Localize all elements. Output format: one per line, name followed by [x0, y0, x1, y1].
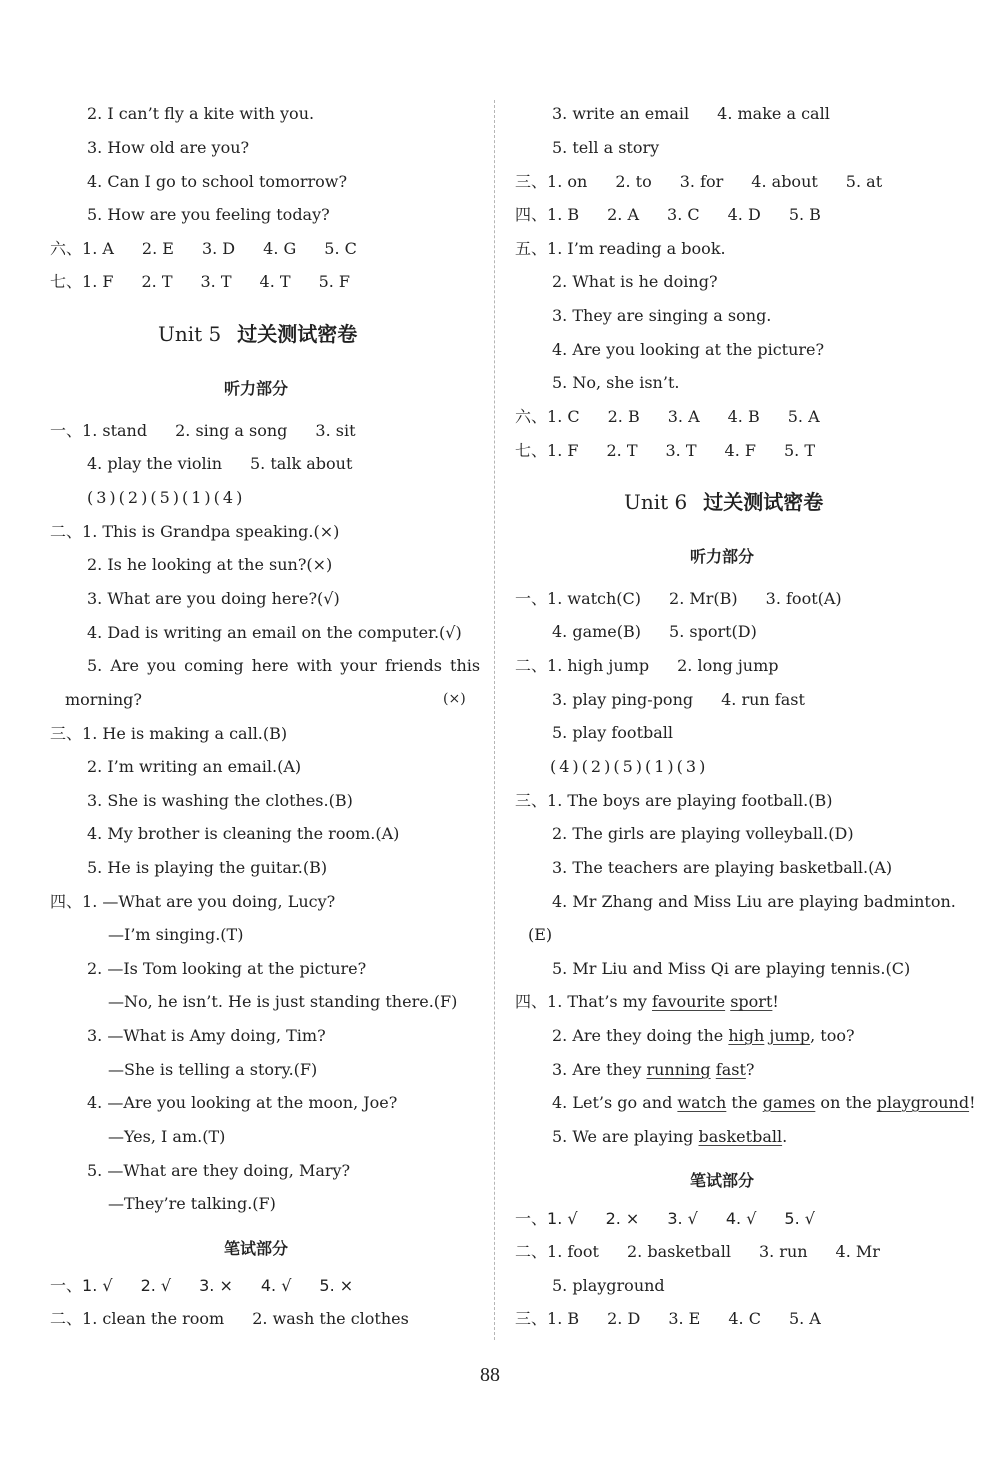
- filled-word: high: [728, 1026, 765, 1045]
- filled-word: playground: [876, 1093, 970, 1112]
- section-four: [515, 204, 821, 226]
- answer: 1. I’m reading a book.: [547, 239, 726, 258]
- section-marker: 二、: [515, 1242, 548, 1261]
- u6-section-four-3: [552, 1059, 754, 1081]
- filled-word: running: [646, 1060, 711, 1079]
- answer: 5. F: [318, 272, 351, 291]
- u5-section-one: [50, 420, 356, 442]
- sentence-text: 3. Are they: [552, 1060, 647, 1079]
- answer-line: 2. I’m writing an email.(A): [87, 757, 302, 776]
- section-marker: 二、: [50, 522, 83, 541]
- answer-line: 4. Dad is writing an email on the computer.(√): [87, 623, 462, 642]
- answer-line: 2. Is he looking at the sun?(×): [87, 555, 333, 574]
- section-marker: 一、: [515, 589, 548, 608]
- filled-word: watch: [677, 1093, 727, 1112]
- answer: 1. √: [547, 1209, 578, 1228]
- answer: 2. long jump: [677, 656, 779, 675]
- answer: 5. B: [788, 205, 821, 224]
- answer: 3. E: [668, 1309, 701, 1328]
- answer: 5. at: [845, 172, 883, 191]
- answer-line: 4. —Are you looking at the moon, Joe?: [87, 1093, 398, 1112]
- u6-written-three: [515, 1308, 821, 1330]
- answer: 1. √: [82, 1276, 113, 1295]
- page-number: 88: [480, 1364, 500, 1386]
- answer: 3. ×: [199, 1276, 233, 1295]
- answer: 2. B: [607, 407, 640, 426]
- u5-section-two: [50, 521, 339, 543]
- answer: 1. —What are you doing, Lucy?: [82, 892, 336, 911]
- answer: 2. to: [615, 172, 652, 191]
- answer: 4. B: [727, 407, 760, 426]
- u6-section-three: [515, 790, 833, 812]
- section-marker: 一、: [50, 1276, 83, 1295]
- answer: 2. wash the clothes: [252, 1309, 409, 1328]
- u5-section-four: [50, 891, 335, 913]
- answer-line: 3. What are you doing here?(√): [87, 589, 340, 608]
- sentence-text: !: [772, 992, 779, 1011]
- answer-line: 4. Can I go to school tomorrow?: [87, 172, 348, 191]
- answer: 3. play ping-pong: [552, 690, 694, 709]
- answer: 1. B: [547, 205, 580, 224]
- unit5-title: [158, 322, 357, 346]
- section-marker: 七、: [50, 272, 83, 291]
- answer: 3. √: [667, 1209, 698, 1228]
- answer: 3. D: [201, 239, 236, 258]
- section-marker: 一、: [50, 421, 83, 440]
- answer: 5. C: [324, 239, 357, 258]
- section-marker: 七、: [515, 441, 548, 460]
- answer: 5. ×: [319, 1276, 354, 1295]
- u5-section-three: [50, 723, 287, 745]
- unit6-title: [624, 490, 823, 514]
- answer: 1. He is making a call.(B): [82, 724, 288, 743]
- answer: 5. sport(D): [669, 622, 757, 641]
- section-three: [515, 171, 882, 193]
- sentence-text: 4. Let’s go and: [552, 1093, 678, 1112]
- answer: 3. run: [758, 1242, 808, 1261]
- answer: 3. A: [667, 407, 700, 426]
- answer-line: 5. Are you coming here with your friends this: [87, 656, 481, 675]
- answer: 5. √: [784, 1209, 815, 1228]
- answer: 2. D: [607, 1309, 641, 1328]
- u6-written-two: [515, 1241, 880, 1263]
- answer-line: 4. My brother is cleaning the room.(A): [87, 824, 400, 843]
- answer: 2. A: [607, 205, 640, 224]
- section-marker: 四、: [515, 205, 548, 224]
- answer: 4. D: [727, 205, 761, 224]
- section-seven: [515, 440, 815, 462]
- answer: 4. game(B): [552, 622, 642, 641]
- section-marker: 三、: [515, 791, 548, 810]
- answer: 3. write an email: [552, 104, 690, 123]
- answer: 5. T: [783, 441, 816, 460]
- answer-line-wrap: (E): [528, 925, 553, 944]
- answer-line: 3. —What is Amy doing, Tim?: [87, 1026, 326, 1045]
- u6-section-two: [515, 655, 779, 677]
- u6-written-one: [515, 1208, 815, 1230]
- sentence-text: 2. Are they doing the: [552, 1026, 729, 1045]
- answer: 2. E: [141, 239, 174, 258]
- answer: 3. C: [667, 205, 700, 224]
- section-marker: 五、: [515, 239, 548, 258]
- u6-section-four-2: [552, 1025, 855, 1047]
- answer: 2. sing a song: [175, 421, 288, 440]
- answer-line: 5. He is playing the guitar.(B): [87, 858, 328, 877]
- answer-line: 5. tell a story: [552, 138, 660, 157]
- answer-line: [552, 103, 830, 125]
- order-answer: (4)(2)(5)(1)(3): [550, 757, 709, 776]
- answer: 2. T: [606, 441, 638, 460]
- answer: 1. foot: [547, 1242, 599, 1261]
- u6-section-one: [515, 588, 842, 610]
- answer: 1. This is Grandpa speaking.(×): [82, 522, 340, 541]
- filled-word: favourite: [652, 992, 726, 1011]
- u5-section-one-row2: [87, 453, 352, 475]
- sentence-text: on the: [815, 1093, 877, 1112]
- answer: 2. ×: [605, 1209, 640, 1228]
- column-divider: [494, 100, 495, 1340]
- answer: 4. G: [263, 239, 297, 258]
- unit-subtitle: 过关测试密卷: [237, 322, 358, 346]
- answer: 3. sit: [315, 421, 356, 440]
- answer-line: 5. How are you feeling today?: [87, 205, 330, 224]
- listening-heading: 听力部分: [224, 379, 289, 398]
- unit-label: Unit 6: [624, 490, 688, 514]
- sentence-text: .: [782, 1127, 788, 1146]
- sentence-text: 5. We are playing: [552, 1127, 699, 1146]
- listening-heading: 听力部分: [690, 547, 755, 566]
- answer: 1. The boys are playing football.(B): [547, 791, 833, 810]
- answer: 1. clean the room: [82, 1309, 225, 1328]
- answer: 4. run fast: [721, 690, 805, 709]
- written-heading: 笔试部分: [224, 1239, 289, 1258]
- answer-line: 3. The teachers are playing basketball.(A): [552, 858, 893, 877]
- answer-line: 5. Mr Liu and Miss Qi are playing tennis.(C): [552, 959, 911, 978]
- sentence-text: , too?: [810, 1026, 855, 1045]
- answer: 3. for: [679, 172, 724, 191]
- answer-line: 2. The girls are playing volleyball.(D): [552, 824, 854, 843]
- answer: 2. basketball: [626, 1242, 731, 1261]
- answer: 2. T: [141, 272, 173, 291]
- answer: 1. B: [547, 1309, 580, 1328]
- answer: 2. Mr(B): [669, 589, 738, 608]
- answer: 1. C: [547, 407, 580, 426]
- answer-line: 5. No, she isn’t.: [552, 373, 680, 392]
- answer: 5. A: [788, 1309, 821, 1328]
- section-seven: [50, 271, 350, 293]
- answer-line: —No, he isn’t. He is just standing there.(F): [108, 992, 458, 1011]
- answer-line: 4. Are you looking at the picture?: [552, 340, 825, 359]
- u6-section-two-row2: [552, 689, 805, 711]
- answer-line-wrap: morning?: [65, 690, 142, 709]
- section-marker: 三、: [515, 1309, 548, 1328]
- answer-line: 3. She is washing the clothes.(B): [87, 791, 353, 810]
- answer: 1. on: [547, 172, 588, 191]
- answer: 4. make a call: [717, 104, 830, 123]
- section-six: [515, 406, 820, 428]
- answer-line: 2. I can’t fly a kite with you.: [87, 104, 315, 123]
- sentence-text: !: [969, 1093, 976, 1112]
- section-marker: 二、: [50, 1309, 83, 1328]
- answer: 3. T: [200, 272, 232, 291]
- answer: 3. foot(A): [765, 589, 842, 608]
- section-marker: 三、: [50, 724, 83, 743]
- filled-word: sport: [730, 992, 773, 1011]
- section-marker: 六、: [515, 407, 548, 426]
- u6-section-four-4: [552, 1092, 976, 1114]
- answer: 1. A: [82, 239, 114, 258]
- section-marker: 四、: [515, 992, 548, 1011]
- written-heading: 笔试部分: [690, 1171, 755, 1190]
- section-six: [50, 238, 357, 260]
- answer: 5. A: [787, 407, 820, 426]
- answer: 3. T: [665, 441, 697, 460]
- answer: 4. √: [260, 1276, 292, 1295]
- sentence-text: ?: [745, 1060, 755, 1079]
- answer-line: 5. play football: [552, 723, 674, 742]
- u5-written-two: [50, 1308, 409, 1330]
- answer-line: 2. —Is Tom looking at the picture?: [87, 959, 367, 978]
- answer: 4. Mr: [835, 1242, 880, 1261]
- u6-section-four-5: [552, 1126, 787, 1148]
- answer-line: 3. How old are you?: [87, 138, 250, 157]
- u6-section-one-row2: [552, 621, 757, 643]
- sentence-text: the: [726, 1093, 763, 1112]
- answer-line: —She is telling a story.(F): [108, 1060, 318, 1079]
- answer-line: —Yes, I am.(T): [108, 1127, 226, 1146]
- filled-word: jump: [769, 1026, 811, 1045]
- answer: 4. F: [724, 441, 756, 460]
- section-marker: 四、: [50, 892, 83, 911]
- answer: 1. F: [82, 272, 114, 291]
- answer: 4. √: [725, 1209, 757, 1228]
- section-marker: 三、: [515, 172, 548, 191]
- answer: 4. T: [259, 272, 291, 291]
- answer-line: 2. What is he doing?: [552, 272, 718, 291]
- answer: 5. talk about: [250, 454, 353, 473]
- unit-subtitle: 过关测试密卷: [703, 490, 824, 514]
- u5-written-one: [50, 1275, 353, 1297]
- answer: 1. stand: [82, 421, 148, 440]
- answer-line: 3. They are singing a song.: [552, 306, 772, 325]
- answer: 1. F: [547, 441, 579, 460]
- answer-mark: (×): [443, 691, 466, 707]
- unit-label: Unit 5: [158, 322, 222, 346]
- answer: 1. watch(C): [547, 589, 642, 608]
- section-marker: 一、: [515, 1209, 548, 1228]
- answer: 4. C: [728, 1309, 761, 1328]
- filled-word: basketball: [698, 1127, 783, 1146]
- section-five: [515, 238, 726, 260]
- answer-line: 5. playground: [552, 1276, 665, 1295]
- answer-line: 5. —What are they doing, Mary?: [87, 1161, 351, 1180]
- u6-section-four-1: [515, 991, 779, 1013]
- answer: 4. about: [751, 172, 818, 191]
- answer: 4. play the violin: [87, 454, 222, 473]
- answer: 1. high jump: [547, 656, 650, 675]
- filled-word: games: [762, 1093, 816, 1112]
- answer: 2. √: [140, 1276, 172, 1295]
- answer-line: —I’m singing.(T): [108, 925, 244, 944]
- sentence-text: 1. That’s my: [547, 992, 652, 1011]
- answer-line: —They’re talking.(F): [108, 1194, 276, 1213]
- filled-word: fast: [715, 1060, 746, 1079]
- order-answer: (3)(2)(5)(1)(4): [87, 488, 246, 507]
- section-marker: 二、: [515, 656, 548, 675]
- section-marker: 六、: [50, 239, 83, 258]
- answer-line: 4. Mr Zhang and Miss Liu are playing badminton.: [552, 892, 956, 911]
